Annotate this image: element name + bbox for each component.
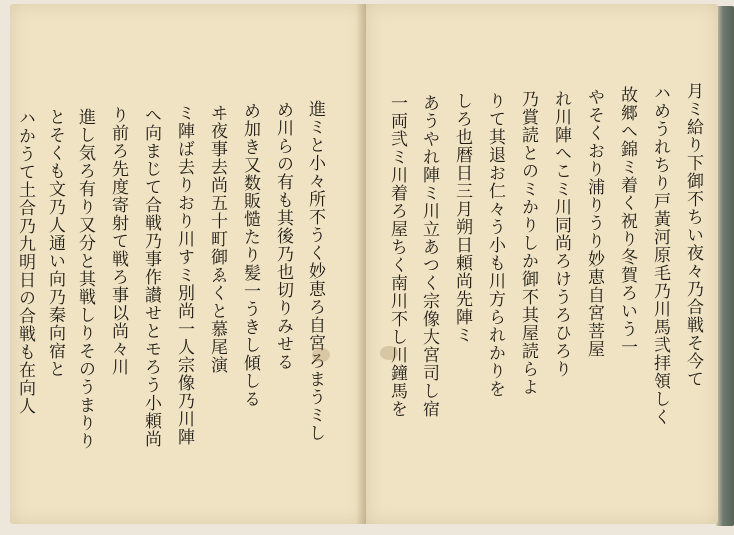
book-cover-edge xyxy=(716,6,734,526)
text-column: ヰ夜事去尚五十町御ゑくと慕尾演 xyxy=(207,104,227,374)
text-column: りて其退お仁々う小も川方られかりを xyxy=(485,92,505,398)
paper-stain xyxy=(312,348,330,362)
text-column: とそくも文乃人通い向乃秦向宿と xyxy=(45,108,65,378)
text-column: 進し気ろ有り又分と其戦しりそのうまりり xyxy=(75,108,95,450)
text-column: ハかうて土合乃九明日の合戦も在向人 xyxy=(15,109,35,415)
text-column: 乃賞読とのミかりしか御不其屋読らよ xyxy=(518,90,538,396)
text-column: め加き又数販慥たり髪一うきし傾しる xyxy=(240,102,260,408)
text-column: へ向まじて合戦乃事作讃せとモろう小頼尚 xyxy=(141,106,161,448)
text-column: やそくおり浦りうり妙恵自宮菩屋 xyxy=(584,88,604,358)
paper-stain xyxy=(380,346,398,360)
text-column: 故郷へ錦ミ着く祝り冬賀ろいう一 xyxy=(617,86,637,356)
text-column: 月ミ給り下御不ちい夜々乃合戦そ今て xyxy=(683,82,703,388)
text-column: ミ陣ば去りおり川すミ別尚一人宗像乃川陣 xyxy=(174,104,194,446)
text-column: れ川陣へこミ川同尚ろけうろひろり xyxy=(551,90,571,378)
text-column: め川らの有も其後乃也切りみせる xyxy=(273,101,293,371)
right-page xyxy=(366,4,718,524)
text-column: り前ろ先度寄射て戦ろ事以尚々川 xyxy=(108,106,128,376)
left-page xyxy=(10,4,366,524)
text-column: ハめうれちり戸黃河原毛乃川馬弐拝領しく xyxy=(650,84,670,426)
text-column: 一両弐ミ川着ろ屋ちく南川不し川鐘馬を xyxy=(387,94,407,418)
text-column: しろ也暦日三月朔日頼尚先陣ミ xyxy=(452,92,472,344)
text-column: 進ミと小々所不うく妙恵ろ自宮ろまうミし xyxy=(305,100,325,442)
text-column: あうやれ陣ミ川立あつく宗像大宮司し宿 xyxy=(419,94,439,418)
